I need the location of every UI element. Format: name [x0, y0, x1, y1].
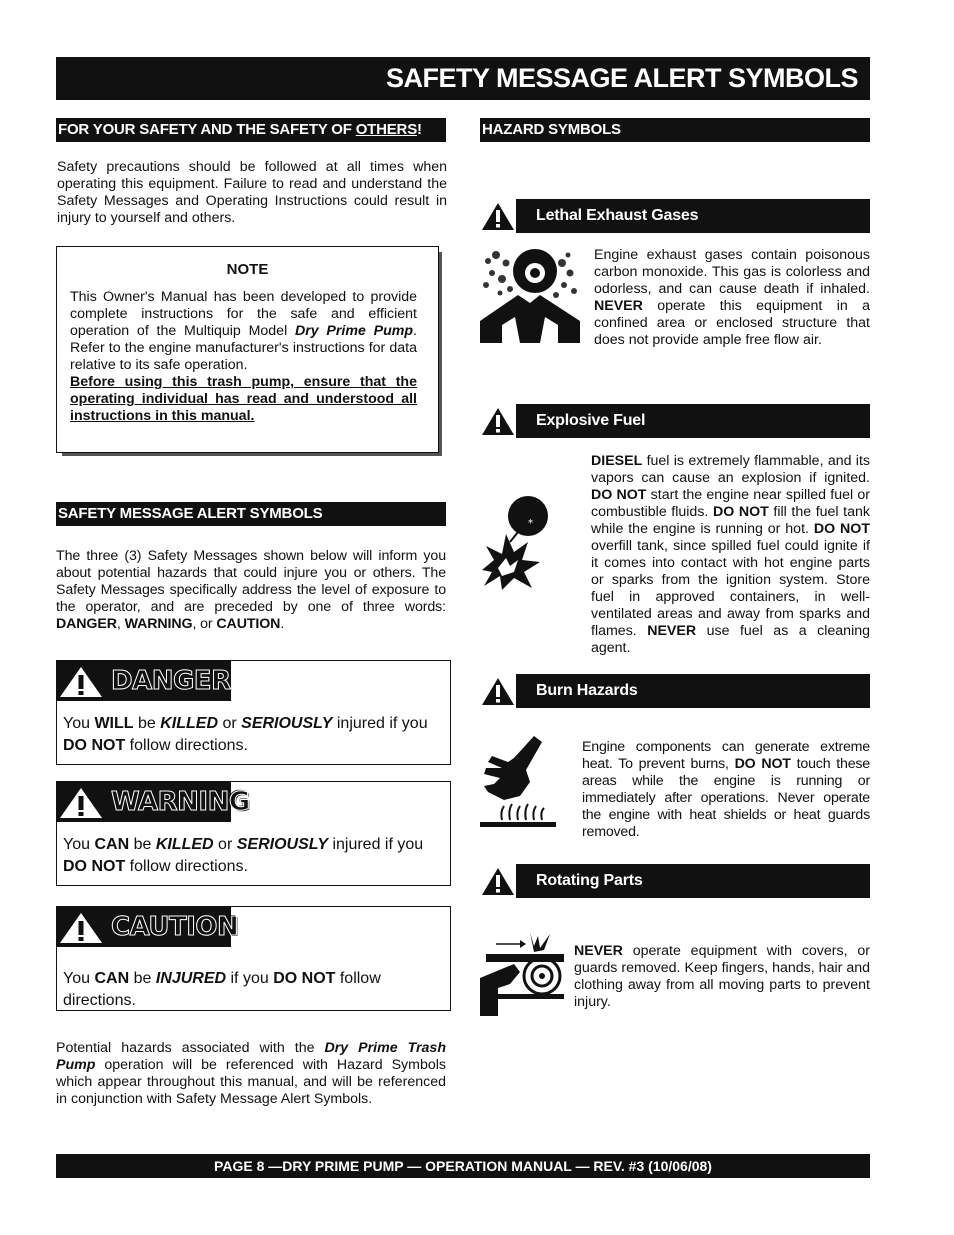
caution-label: CAUTION: [111, 912, 239, 942]
warning-box: [56, 781, 451, 886]
safety-heading: FOR YOUR SAFETY AND THE SAFETY OF OTHERS!: [56, 118, 446, 142]
alert-paragraph: The three (3) Safety Messages shown below will inform you about potential hazards that could injure you or others. The Safety Messages specifically address the level of exposure to the operator, and are preceded by one of three words: DANGER, WARNING, or CAUTION.: [56, 548, 446, 632]
note-box: [56, 246, 439, 453]
warning-triangle-icon: [59, 912, 103, 944]
danger-box: [56, 660, 451, 765]
alert-heading: SAFETY MESSAGE ALERT SYMBOLS: [56, 502, 446, 526]
page-title-bar: [56, 57, 870, 100]
rotating-bar: [480, 864, 870, 898]
fuel-bar: [480, 404, 870, 438]
rotating-triangle-bg: [480, 864, 516, 898]
burn-bar: [480, 674, 870, 708]
fuel-text: DIESEL fuel is extremely flammable, and its vapors can cause an explosion if ignited. DO NOT start the engine near spilled fuel or combustible fluids. DO NOT fill the fuel tank while the engine is running or hot. DO NOT overfill tank, since spilled fuel could ignite if it comes into contact with hot engine parts or sparks from the ignition system. Store fuel in approved containers, in well-ventilated areas and away from sparks and flames. NEVER use fuel as a cleaning agent.: [591, 453, 870, 656]
note-warning: Before using this trash pump, ensure that the operating individual has read and understood all instructions in this manual.: [70, 374, 417, 424]
safety-paragraph: Safety precautions should be followed at all times when operating this equipment. Failure to read and understand the Safety Messages and Operating Instructions could result in injury to yourself and others.: [57, 159, 447, 226]
svg-text:*: *: [528, 518, 533, 529]
warning-triangle-icon: [59, 787, 103, 819]
danger-label: DANGER: [111, 666, 231, 696]
burn-text: Engine components can generate extreme heat. To prevent burns, DO NOT touch these areas while the engine is running or immediately after operations. Never operate the engine with heat shields or heat guards removed.: [582, 739, 870, 840]
warning-triangle-icon: [59, 666, 103, 698]
page-footer: PAGE 8 —DRY PRIME PUMP — OPERATION MANUAL — REV. #3 (10/06/08): [56, 1154, 870, 1178]
rotating-label: Rotating Parts: [536, 872, 643, 889]
note-shadow-right: [439, 252, 442, 456]
exhaust-label: Lethal Exhaust Gases: [536, 207, 699, 224]
rotating-text: NEVER operate equipment with covers, or guards removed. Keep fingers, hands, hair and clothing away from all moving parts to prevent injury.: [574, 943, 870, 1010]
rotating-parts-icon: [480, 928, 570, 1018]
fuel-triangle-bg: [480, 404, 516, 438]
danger-header: [57, 661, 231, 701]
caution-box: [56, 906, 451, 1011]
burn-hand-icon: [480, 734, 560, 830]
warning-triangle-icon: [480, 404, 516, 438]
closing-paragraph: Potential hazards associated with the Dry Prime Trash Pump operation will be referenced with Hazard Symbols which appear throughout this manual, and will be referenced in conjunction with Safety Message Alert Symbols.: [56, 1040, 446, 1107]
burn-triangle-bg: [480, 674, 516, 708]
warning-header: [57, 782, 250, 822]
fuel-label: Explosive Fuel: [536, 412, 646, 429]
warning-triangle-icon: [480, 674, 516, 708]
exhaust-text: Engine exhaust gases contain poisonous carbon monoxide. This gas is colorless and odorless, and can cause death if inhaled. NEVER operate this equipment in a confined area or enclosed structure that does not provide ample free flow air.: [594, 247, 870, 348]
caution-header: [57, 907, 239, 947]
note-title: NOTE: [226, 261, 269, 278]
warning-triangle-icon: [480, 199, 516, 233]
danger-message: You WILL be KILLED or SERIOUSLY injured if you DO NOT follow directions.: [63, 715, 428, 754]
warning-triangle-icon: [480, 864, 516, 898]
warning-label: WARNING: [111, 787, 250, 817]
exhaust-triangle-bg: [480, 199, 516, 233]
warning-message: You CAN be KILLED or SERIOUSLY injured if you DO NOT follow directions.: [63, 836, 424, 875]
caution-message: You CAN be INJURED if you DO NOT follow directions.: [63, 970, 381, 1009]
hazard-heading: HAZARD SYMBOLS: [480, 118, 870, 142]
exhaust-gas-icon: [480, 243, 580, 343]
note-body: This Owner's Manual has been developed to provide complete instructions for the safe and efficient operation of the Multiquip Model Dry Prime Pump. Refer to the engine manufacturer's instructions for data relative to its safe operation. Before using this trash pump, ensure that the operating individual has read and understood all instructions in this manual.: [70, 289, 417, 424]
exhaust-bar: [480, 199, 870, 233]
burn-label: Burn Hazards: [536, 682, 638, 699]
explosion-icon: [480, 488, 550, 592]
page-title: SAFETY MESSAGE ALERT SYMBOLS: [385, 63, 858, 93]
